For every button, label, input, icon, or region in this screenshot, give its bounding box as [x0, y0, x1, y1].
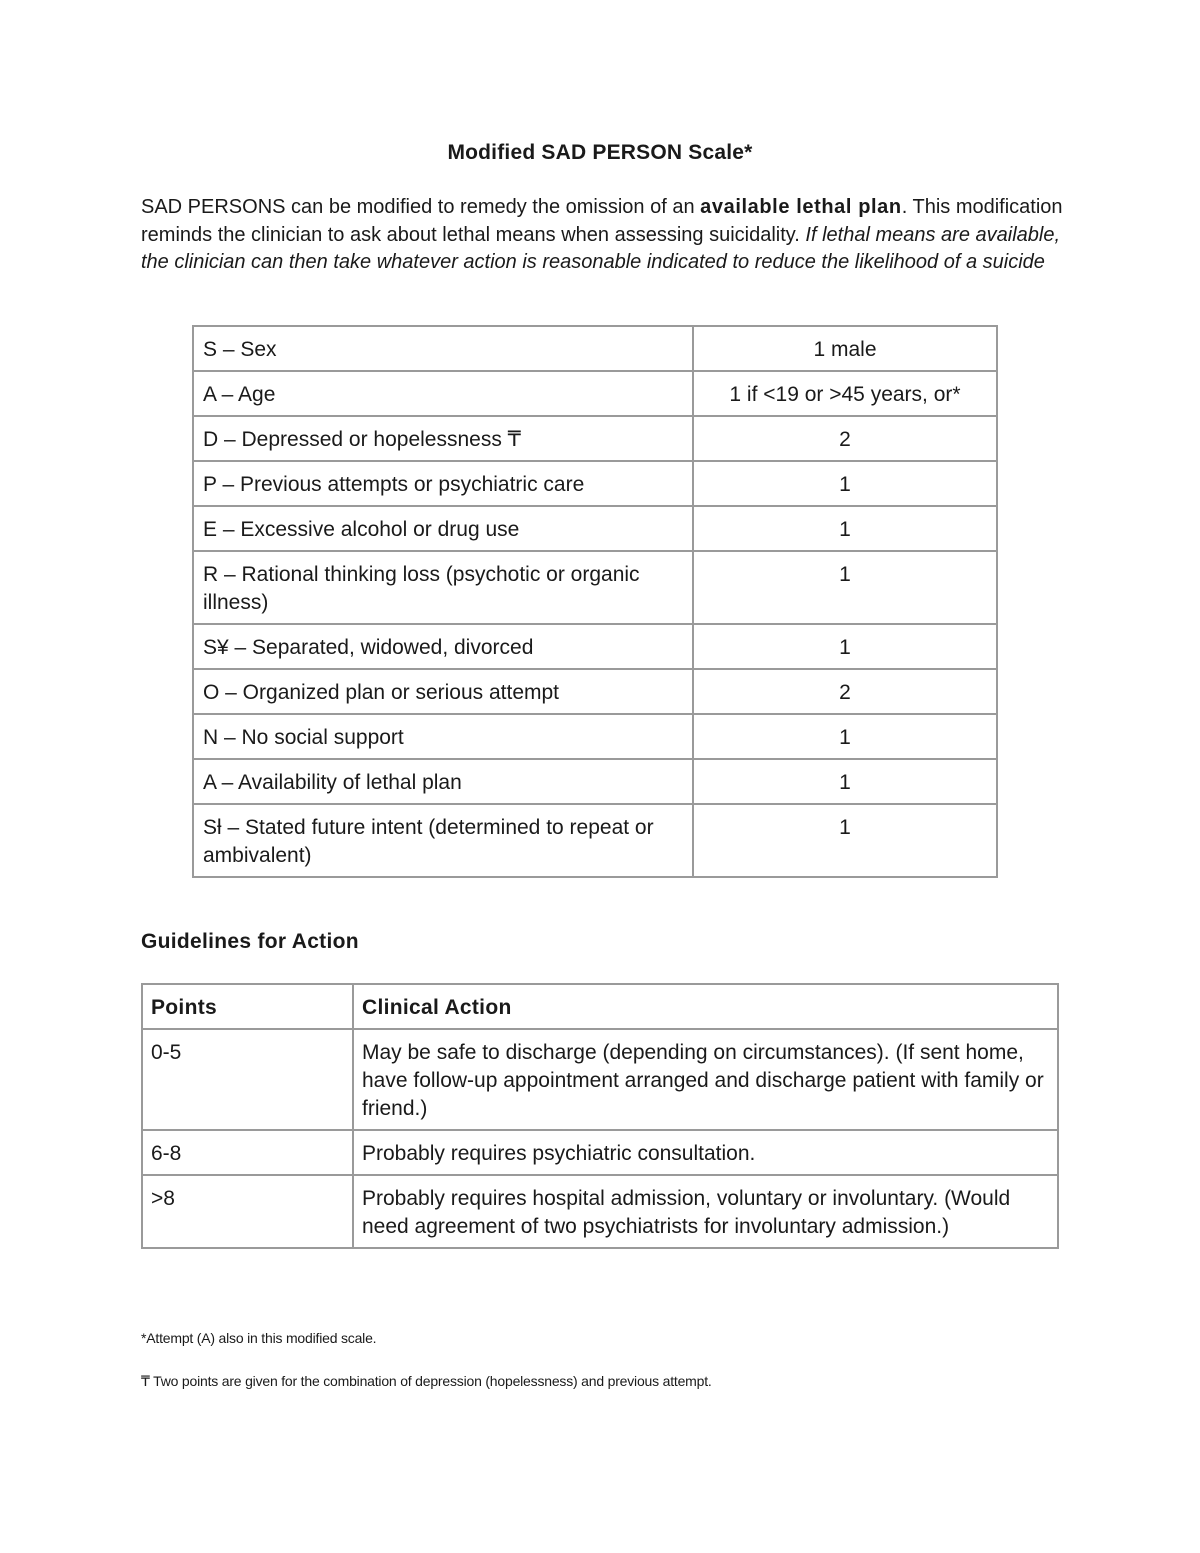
risk-factor-cell: Sƚ – Stated future intent (determined to repeat or ambivalent)	[193, 804, 693, 877]
intro-bold-text: available lethal plan	[700, 196, 902, 218]
table-row	[193, 326, 997, 371]
points-range-cell: >8	[142, 1175, 353, 1248]
points-cell: 1	[693, 461, 997, 506]
table-row	[142, 1029, 1058, 1130]
table-row	[142, 1175, 1058, 1248]
table-row	[193, 506, 997, 551]
table-row	[193, 371, 997, 416]
table-row	[142, 1130, 1058, 1175]
table-row	[193, 416, 997, 461]
table-row	[193, 624, 997, 669]
risk-factor-cell: A – Age	[193, 371, 693, 416]
guidelines-heading: Guidelines for Action	[141, 930, 359, 953]
clinical-action-cell: May be safe to discharge (depending on circumstances). (If sent home, have follow-up appointment arranged and discharge patient with family or friend.)	[353, 1029, 1058, 1130]
guidelines-table	[141, 983, 1059, 1249]
sad-persons-scale-table	[192, 325, 998, 878]
risk-factor-cell: P – Previous attempts or psychiatric care	[193, 461, 693, 506]
points-range-cell: 6-8	[142, 1130, 353, 1175]
footnote-two-points: ₸ Two points are given for the combination of depression (hopelessness) and previous attempt.	[141, 1373, 712, 1389]
points-cell: 1	[693, 714, 997, 759]
points-cell: 1	[693, 804, 997, 877]
clinical-action-cell: Probably requires psychiatric consultation.	[353, 1130, 1058, 1175]
intro-italic-text: If lethal means are available, the clinician can then take whatever action is reasonable indicated to reduce the likelihood of a suicide	[141, 223, 1061, 273]
points-cell: 1 if <19 or >45 years, or*	[693, 371, 997, 416]
risk-factor-cell: S¥ – Separated, widowed, divorced	[193, 624, 693, 669]
risk-factor-cell: A – Availability of lethal plan	[193, 759, 693, 804]
intro-text: SAD PERSONS can be modified to remedy the omission of an	[141, 196, 701, 218]
risk-factor-cell: S – Sex	[193, 326, 693, 371]
points-column-header: Points	[142, 984, 353, 1029]
intro-text-continued: . This modification reminds the clinician to ask about lethal means when assessing suicidality.	[141, 196, 1063, 246]
points-cell: 1	[693, 624, 997, 669]
table-row	[193, 804, 997, 877]
intro-paragraph	[141, 194, 1071, 277]
points-cell: 1	[693, 759, 997, 804]
risk-factor-cell: N – No social support	[193, 714, 693, 759]
table-header-row	[142, 984, 1058, 1029]
points-cell: 1	[693, 551, 997, 624]
points-cell: 1 male	[693, 326, 997, 371]
table-row	[193, 714, 997, 759]
clinical-action-column-header: Clinical Action	[353, 984, 1058, 1029]
points-cell: 2	[693, 416, 997, 461]
table-row	[193, 461, 997, 506]
table-row	[193, 759, 997, 804]
table-row	[193, 669, 997, 714]
page-title: Modified SAD PERSON Scale*	[447, 141, 753, 164]
points-range-cell: 0-5	[142, 1029, 353, 1130]
risk-factor-cell: O – Organized plan or serious attempt	[193, 669, 693, 714]
table-row	[193, 551, 997, 624]
clinical-action-cell: Probably requires hospital admission, voluntary or involuntary. (Would need agreement of two psychiatrists for involuntary admission.)	[353, 1175, 1058, 1248]
points-cell: 2	[693, 669, 997, 714]
risk-factor-cell: D – Depressed or hopelessness ₸	[193, 416, 693, 461]
risk-factor-cell: R – Rational thinking loss (psychotic or organic illness)	[193, 551, 693, 624]
footnote-attempt: *Attempt (A) also in this modified scale.	[141, 1330, 377, 1346]
risk-factor-cell: E – Excessive alcohol or drug use	[193, 506, 693, 551]
points-cell: 1	[693, 506, 997, 551]
